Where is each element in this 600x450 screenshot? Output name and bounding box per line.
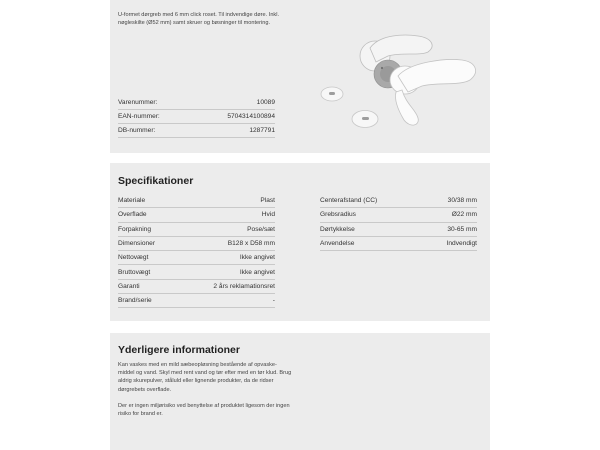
spec-value: 2 års reklamationsret bbox=[213, 282, 275, 290]
spec-row bbox=[118, 294, 275, 308]
spec-label: Bruttovægt bbox=[118, 268, 151, 276]
spec-row bbox=[118, 223, 275, 237]
product-image bbox=[310, 22, 485, 134]
spec-label: Centerafstand (CC) bbox=[320, 197, 378, 205]
spec-label: Anvendelse bbox=[320, 240, 355, 248]
spec-label: Overflade bbox=[118, 211, 147, 219]
spec-value: Ø22 mm bbox=[451, 211, 477, 219]
spec-row bbox=[320, 194, 477, 208]
spec-row bbox=[118, 280, 275, 294]
safety-note: Der er ingen miljørisiko ved benyttelse af produktet ligesom der ingen risiko for brand er. bbox=[118, 402, 290, 418]
spec-row bbox=[118, 208, 275, 222]
spec-value: Hvid bbox=[261, 211, 275, 219]
more-info-body bbox=[118, 361, 293, 426]
specifications-right-table bbox=[320, 194, 477, 251]
spec-value: 30-65 mm bbox=[447, 225, 477, 233]
key-escutcheon bbox=[321, 87, 378, 128]
spec-label: Dørtykkelse bbox=[320, 225, 355, 233]
spec-label: Forpakning bbox=[118, 225, 151, 233]
care-instructions: Kan vaskes med en mild sæbeopløsning bestående af opvaske-middel og vand. Skyl med rent vand og tør efter med en tør klud. Brug aldrig skurepulver, ståluld eller lignende produkter, da de ridser dørgrebets overflade. bbox=[118, 362, 292, 393]
specifications-title: Specifikationer bbox=[118, 175, 194, 187]
spec-label: Materiale bbox=[118, 197, 146, 205]
spec-value: Ikke angivet bbox=[239, 254, 275, 262]
spec-value: Plast bbox=[260, 197, 275, 205]
product-overview-card bbox=[110, 0, 490, 153]
spec-row bbox=[320, 223, 477, 237]
spec-label: Dimensioner bbox=[118, 240, 156, 248]
detail-label: DB-nummer: bbox=[118, 127, 156, 134]
specifications-left-table bbox=[118, 194, 275, 308]
spec-value: 30/38 mm bbox=[447, 197, 477, 205]
detail-value: 10089 bbox=[256, 99, 275, 106]
spec-row bbox=[320, 208, 477, 222]
spec-row bbox=[118, 237, 275, 251]
detail-row bbox=[118, 124, 275, 138]
specifications-card bbox=[110, 163, 490, 321]
spec-value: Indvendigt bbox=[446, 240, 477, 248]
spec-label: Nettovægt bbox=[118, 254, 149, 262]
detail-value: 5704314100894 bbox=[227, 113, 275, 120]
more-info-card bbox=[110, 333, 490, 450]
spec-row bbox=[118, 194, 275, 208]
spec-row bbox=[320, 237, 477, 251]
spec-value: Pose/sæt bbox=[247, 225, 275, 233]
spec-row bbox=[118, 251, 275, 265]
spec-label: Garanti bbox=[118, 282, 140, 290]
detail-value: 1287791 bbox=[249, 127, 275, 134]
handle-front bbox=[390, 60, 476, 126]
spec-value: B128 x D58 mm bbox=[227, 240, 275, 248]
spec-value: - bbox=[272, 297, 275, 305]
spec-label: Brand/serie bbox=[118, 297, 152, 305]
detail-row bbox=[118, 110, 275, 124]
spec-value: Ikke angivet bbox=[239, 268, 275, 276]
product-ids-table bbox=[118, 96, 275, 138]
detail-row bbox=[118, 96, 275, 110]
more-info-title: Yderligere informationer bbox=[118, 344, 240, 356]
detail-label: Varenummer: bbox=[118, 99, 158, 106]
detail-label: EAN-nummer: bbox=[118, 113, 160, 120]
spec-row bbox=[118, 265, 275, 279]
spec-label: Grebsradius bbox=[320, 211, 356, 219]
product-description: U-formet dørgreb med 6 mm click roset. Til indvendige døre. Inkl. nøgleskilte (Ø52 mm) samt skruer og bøsninger til montering. bbox=[118, 12, 280, 26]
